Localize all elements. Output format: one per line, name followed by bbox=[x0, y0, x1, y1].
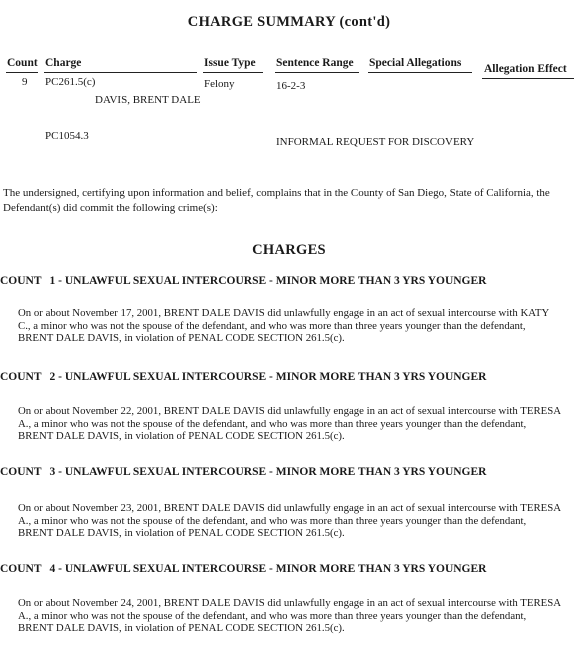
row-issue-type: Felony bbox=[204, 78, 235, 90]
complaint-paragraph: The undersigned, certifying upon information and belief, complains that in the County of San Diego, State of California, the Defendant(s) did commit the following crime(s): bbox=[3, 187, 550, 214]
count-title: - UNLAWFUL SEXUAL INTERCOURSE - MINOR MORE THAN 3 YRS YOUNGER bbox=[58, 466, 487, 478]
row-charge: PC261.5(c) bbox=[45, 76, 96, 88]
header-underline bbox=[368, 72, 472, 73]
header-underline bbox=[275, 72, 359, 73]
page-title: CHARGE SUMMARY (cont'd) bbox=[187, 14, 391, 30]
header-underline bbox=[6, 72, 38, 73]
header-sentence-range: Sentence Range bbox=[276, 57, 354, 69]
count-heading bbox=[0, 275, 486, 287]
count-heading bbox=[0, 371, 486, 383]
count-label: COUNT bbox=[0, 371, 42, 383]
row-sentence-range: 16-2-3 bbox=[276, 80, 306, 92]
count-number: 2 bbox=[49, 371, 56, 383]
row-count: 9 bbox=[22, 76, 28, 88]
count-number: 4 bbox=[49, 563, 56, 575]
row-defendant: DAVIS, BRENT DALE bbox=[95, 94, 201, 106]
header-charge: Charge bbox=[45, 57, 82, 69]
header-allegation-effect: Allegation Effect bbox=[484, 63, 567, 75]
count-title: - UNLAWFUL SEXUAL INTERCOURSE - MINOR MORE THAN 3 YRS YOUNGER bbox=[58, 371, 487, 383]
header-underline bbox=[203, 72, 263, 73]
count-label: COUNT bbox=[0, 466, 42, 478]
extra-code: PC1054.3 bbox=[45, 130, 89, 142]
count-number: 3 bbox=[49, 466, 56, 478]
count-text: On or about November 22, 2001, BRENT DALE DAVIS did unlawfully engage in an act of sexual intercourse with TERESA A., a minor who was not the spouse of the defendant, and who was more than three years younger than the defendant, BRENT DALE DAVIS, in violation of PENAL CODE SECTION 261.5(c). bbox=[18, 405, 561, 442]
count-title: - UNLAWFUL SEXUAL INTERCOURSE - MINOR MORE THAN 3 YRS YOUNGER bbox=[58, 563, 487, 575]
header-issue-type: Issue Type bbox=[204, 57, 256, 69]
extra-description: INFORMAL REQUEST FOR DISCOVERY bbox=[276, 136, 475, 148]
count-heading bbox=[0, 563, 486, 575]
count-title: - UNLAWFUL SEXUAL INTERCOURSE - MINOR MORE THAN 3 YRS YOUNGER bbox=[58, 275, 487, 287]
count-label: COUNT bbox=[0, 275, 42, 287]
header-count: Count bbox=[7, 57, 38, 69]
header-special-allegations: Special Allegations bbox=[369, 57, 462, 69]
count-heading bbox=[0, 466, 486, 478]
header-underline bbox=[44, 72, 197, 73]
count-label: COUNT bbox=[0, 563, 42, 575]
count-text: On or about November 17, 2001, BRENT DALE DAVIS did unlawfully engage in an act of sexual intercourse with KATY C., a minor who was not the spouse of the defendant, and who was more than three years younger than the defendant, BRENT DALE DAVIS, in violation of PENAL CODE SECTION 261.5(c). bbox=[18, 307, 549, 344]
header-underline bbox=[482, 78, 574, 79]
count-number: 1 bbox=[49, 275, 56, 287]
charges-heading: CHARGES bbox=[252, 242, 326, 258]
count-text: On or about November 24, 2001, BRENT DALE DAVIS did unlawfully engage in an act of sexual intercourse with TERESA A., a minor who was not the spouse of the defendant, and who was more than three years younger than the defendant, BRENT DALE DAVIS, in violation of PENAL CODE SECTION 261.5(c). bbox=[18, 597, 561, 634]
count-text: On or about November 23, 2001, BRENT DALE DAVIS did unlawfully engage in an act of sexual intercourse with TERESA A., a minor who was not the spouse of the defendant, and who was more than three years younger than the defendant, BRENT DALE DAVIS, in violation of PENAL CODE SECTION 261.5(c). bbox=[18, 502, 561, 539]
